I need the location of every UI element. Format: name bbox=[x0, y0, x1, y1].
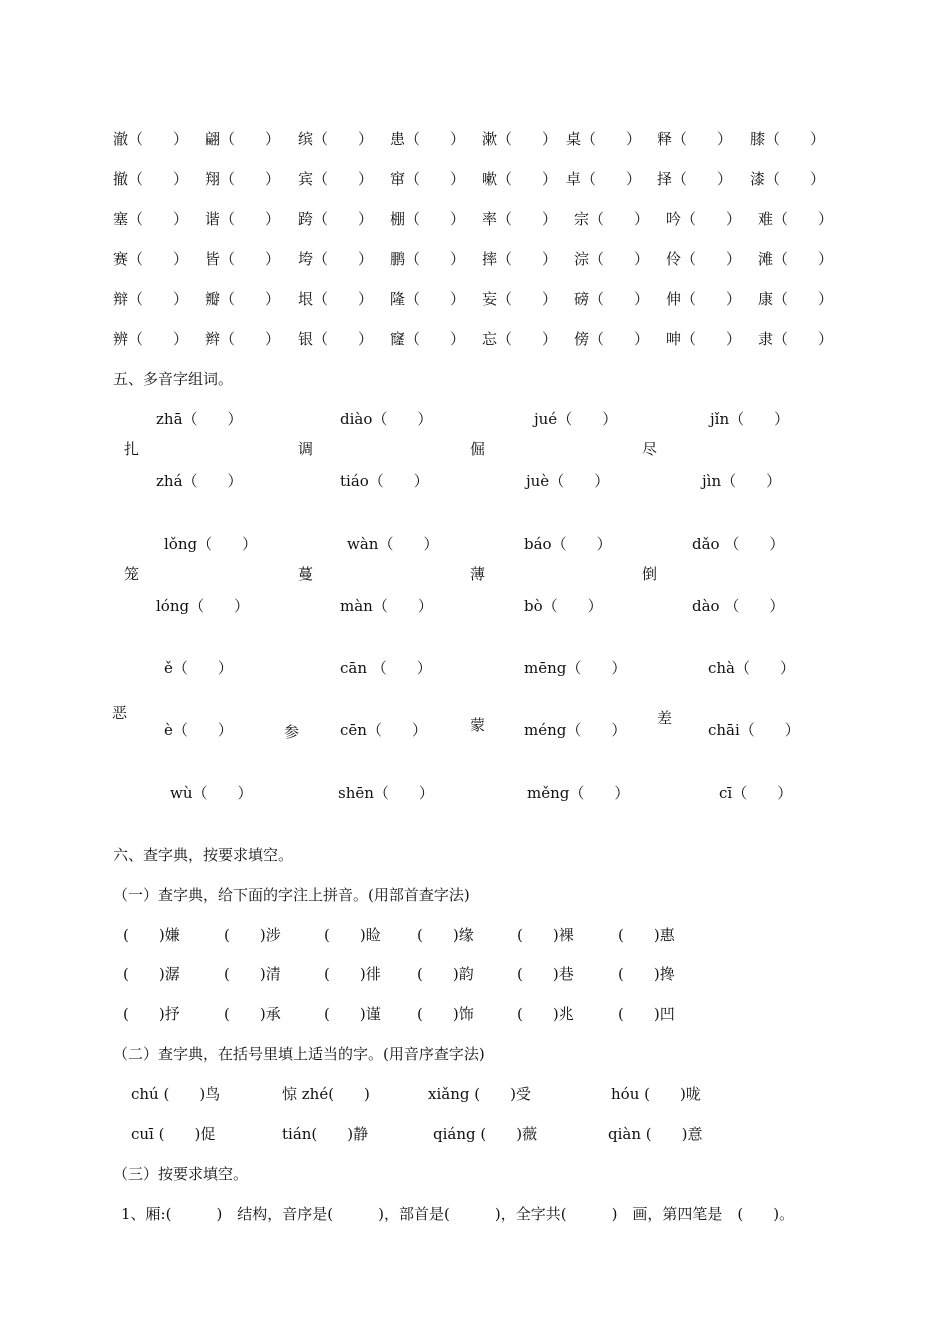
polyphone-reading: báo（ ） bbox=[524, 535, 612, 553]
fill-char-item: cuī ( )促 bbox=[131, 1125, 216, 1143]
polyphone-reading: wàn（ ） bbox=[347, 535, 439, 553]
grid-cell: 皆（ ） bbox=[205, 250, 281, 268]
pinyin-item: ( )抒 bbox=[123, 1005, 180, 1023]
grid-cell: 磅（ ） bbox=[574, 290, 650, 308]
grid-cell: 宗（ ） bbox=[574, 210, 650, 228]
grid-cell: 隶（ ） bbox=[758, 330, 834, 348]
grid-cell: 辩（ ） bbox=[113, 290, 189, 308]
grid-cell: 垠（ ） bbox=[298, 290, 374, 308]
polyphone-char: 倒 bbox=[642, 565, 658, 583]
polyphone-reading: méng（ ） bbox=[524, 721, 627, 739]
polyphone-reading: lǒng（ ） bbox=[164, 535, 258, 553]
grid-cell: 摔（ ） bbox=[482, 250, 558, 268]
grid-cell: 嗽（ ） bbox=[482, 170, 558, 188]
pinyin-row bbox=[0, 965, 950, 985]
grid-cell: 隆（ ） bbox=[390, 290, 466, 308]
polyphone-reading: cēn（ ） bbox=[340, 721, 427, 739]
polyphone-char: 尽 bbox=[642, 440, 658, 458]
grid-cell: 辨（ ） bbox=[113, 330, 189, 348]
grid-cell: 吟（ ） bbox=[666, 210, 742, 228]
pinyin-item: ( )巷 bbox=[517, 965, 574, 983]
grid-row bbox=[0, 170, 950, 190]
pinyin-row bbox=[0, 1005, 950, 1025]
polyphone-reading: màn（ ） bbox=[340, 597, 433, 615]
grid-cell: 宾（ ） bbox=[298, 170, 374, 188]
grid-cell: 撤（ ） bbox=[113, 170, 189, 188]
grid-cell: 释（ ） bbox=[657, 130, 733, 148]
grid-cell: 康（ ） bbox=[758, 290, 834, 308]
polyphone-reading: měng（ ） bbox=[527, 784, 630, 802]
polyphone-char: 笼 bbox=[124, 565, 140, 583]
grid-cell: 跨（ ） bbox=[298, 210, 374, 228]
polyphone-reading: cī（ ） bbox=[719, 784, 793, 802]
grid-cell: 伸（ ） bbox=[666, 290, 742, 308]
pinyin-item: ( )裸 bbox=[517, 926, 574, 944]
pinyin-item: ( )饰 bbox=[417, 1005, 474, 1023]
grid-cell: 患（ ） bbox=[390, 130, 466, 148]
fill-char-item: 惊 zhé( ) bbox=[282, 1085, 370, 1103]
grid-cell: 漱（ ） bbox=[482, 130, 558, 148]
section-six-title: 六、查字典，按要求填空。 bbox=[113, 846, 294, 864]
fill-char-item: chú ( )鸟 bbox=[131, 1085, 221, 1103]
grid-cell: 垮（ ） bbox=[298, 250, 374, 268]
pinyin-item: ( )惠 bbox=[618, 926, 675, 944]
grid-cell: 缤（ ） bbox=[298, 130, 374, 148]
grid-cell: 翩（ ） bbox=[205, 130, 281, 148]
polyphone-char: 差 bbox=[657, 709, 673, 727]
grid-cell: 呻（ ） bbox=[666, 330, 742, 348]
grid-row bbox=[0, 210, 950, 230]
fill-char-item: qiàn ( )意 bbox=[608, 1125, 703, 1143]
grid-cell: 塞（ ） bbox=[113, 210, 189, 228]
polyphone-reading: zhā（ ） bbox=[156, 410, 243, 428]
grid-cell: 难（ ） bbox=[758, 210, 834, 228]
polyphone-reading: jué（ ） bbox=[534, 410, 618, 428]
grid-cell: 率（ ） bbox=[482, 210, 558, 228]
fill-char-row bbox=[0, 1085, 950, 1105]
grid-cell: 辫（ ） bbox=[205, 330, 281, 348]
pinyin-item: ( )韵 bbox=[417, 965, 474, 983]
grid-cell: 滩（ ） bbox=[758, 250, 834, 268]
fill-char-row bbox=[0, 1125, 950, 1145]
polyphone-reading: ě（ ） bbox=[164, 659, 233, 677]
polyphone-reading: lóng（ ） bbox=[156, 597, 250, 615]
polyphone-reading: è（ ） bbox=[164, 721, 233, 739]
grid-cell: 妄（ ） bbox=[482, 290, 558, 308]
pinyin-item: ( )凹 bbox=[618, 1005, 675, 1023]
part-three-item-1: 1、厢:( ) 结构，音序是( )，部首是( )，全字共( ) 画，第四笔是 ( )。 bbox=[121, 1205, 795, 1223]
pinyin-item: ( )睑 bbox=[324, 926, 381, 944]
fill-char-item: hóu ( )咙 bbox=[611, 1085, 701, 1103]
grid-cell: 桌（ ） bbox=[566, 130, 642, 148]
grid-cell: 银（ ） bbox=[298, 330, 374, 348]
fill-char-item: qiáng ( )薇 bbox=[433, 1125, 538, 1143]
pinyin-item: ( )搀 bbox=[618, 965, 675, 983]
pinyin-item: ( )承 bbox=[224, 1005, 281, 1023]
polyphone-reading: mēng（ ） bbox=[524, 659, 627, 677]
pinyin-item: ( )潺 bbox=[123, 965, 180, 983]
grid-cell: 择（ ） bbox=[657, 170, 733, 188]
polyphone-reading: dǎo （ ） bbox=[692, 535, 785, 553]
grid-row bbox=[0, 330, 950, 350]
polyphone-reading: tiáo（ ） bbox=[340, 472, 429, 490]
grid-cell: 忘（ ） bbox=[482, 330, 558, 348]
polyphone-reading: jìn（ ） bbox=[702, 472, 782, 490]
grid-cell: 膝（ ） bbox=[750, 130, 826, 148]
grid-cell: 傍（ ） bbox=[574, 330, 650, 348]
polyphone-reading: dào （ ） bbox=[692, 597, 785, 615]
polyphone-reading: shēn（ ） bbox=[338, 784, 434, 802]
polyphone-char: 倔 bbox=[470, 440, 486, 458]
polyphone-reading: juè（ ） bbox=[526, 472, 610, 490]
polyphone-char: 扎 bbox=[124, 440, 140, 458]
grid-row bbox=[0, 250, 950, 270]
part-two-title: （二）查字典，在括号里填上适当的字。(用音序查字法) bbox=[113, 1045, 485, 1063]
pinyin-item: ( )兆 bbox=[517, 1005, 574, 1023]
polyphone-reading: cān （ ） bbox=[340, 659, 432, 677]
polyphone-reading: zhá（ ） bbox=[156, 472, 243, 490]
part-three-title: （三）按要求填空。 bbox=[113, 1165, 249, 1183]
grid-cell: 赛（ ） bbox=[113, 250, 189, 268]
grid-cell: 伶（ ） bbox=[666, 250, 742, 268]
polyphone-char: 调 bbox=[298, 440, 314, 458]
polyphone-reading: bò（ ） bbox=[524, 597, 603, 615]
polyphone-reading: chà（ ） bbox=[708, 659, 796, 677]
pinyin-item: ( )清 bbox=[224, 965, 281, 983]
grid-cell: 翔（ ） bbox=[205, 170, 281, 188]
polyphone-reading: chāi（ ） bbox=[708, 721, 800, 739]
grid-cell: 鹏（ ） bbox=[390, 250, 466, 268]
grid-cell: 谐（ ） bbox=[205, 210, 281, 228]
pinyin-item: ( )涉 bbox=[224, 926, 281, 944]
grid-cell: 窿（ ） bbox=[390, 330, 466, 348]
polyphone-reading: jǐn（ ） bbox=[710, 410, 790, 428]
polyphone-char: 蒙 bbox=[470, 716, 486, 734]
grid-cell: 澈（ ） bbox=[113, 130, 189, 148]
fill-char-item: xiǎng ( )受 bbox=[428, 1085, 531, 1103]
polyphone-char: 薄 bbox=[470, 565, 486, 583]
grid-row bbox=[0, 130, 950, 150]
pinyin-item: ( )谨 bbox=[324, 1005, 381, 1023]
pinyin-item: ( )徘 bbox=[324, 965, 381, 983]
part-one-title: （一）查字典，给下面的字注上拼音。(用部首查字法) bbox=[113, 886, 470, 904]
grid-cell: 淙（ ） bbox=[574, 250, 650, 268]
fill-char-item: tián( )静 bbox=[282, 1125, 369, 1143]
grid-cell: 漆（ ） bbox=[750, 170, 826, 188]
grid-cell: 窜（ ） bbox=[390, 170, 466, 188]
pinyin-item: ( )嫌 bbox=[123, 926, 180, 944]
grid-cell: 棚（ ） bbox=[390, 210, 466, 228]
pinyin-row bbox=[0, 926, 950, 946]
section-five-title: 五、多音字组词。 bbox=[113, 370, 234, 388]
polyphone-char: 恶 bbox=[112, 704, 128, 722]
grid-cell: 瓣（ ） bbox=[205, 290, 281, 308]
polyphone-reading: diào（ ） bbox=[340, 410, 433, 428]
grid-row bbox=[0, 290, 950, 310]
polyphone-char: 参 bbox=[284, 723, 300, 741]
polyphone-reading: wù（ ） bbox=[170, 784, 253, 802]
pinyin-item: ( )缘 bbox=[417, 926, 474, 944]
polyphone-char: 蔓 bbox=[298, 565, 314, 583]
grid-cell: 卓（ ） bbox=[566, 170, 642, 188]
